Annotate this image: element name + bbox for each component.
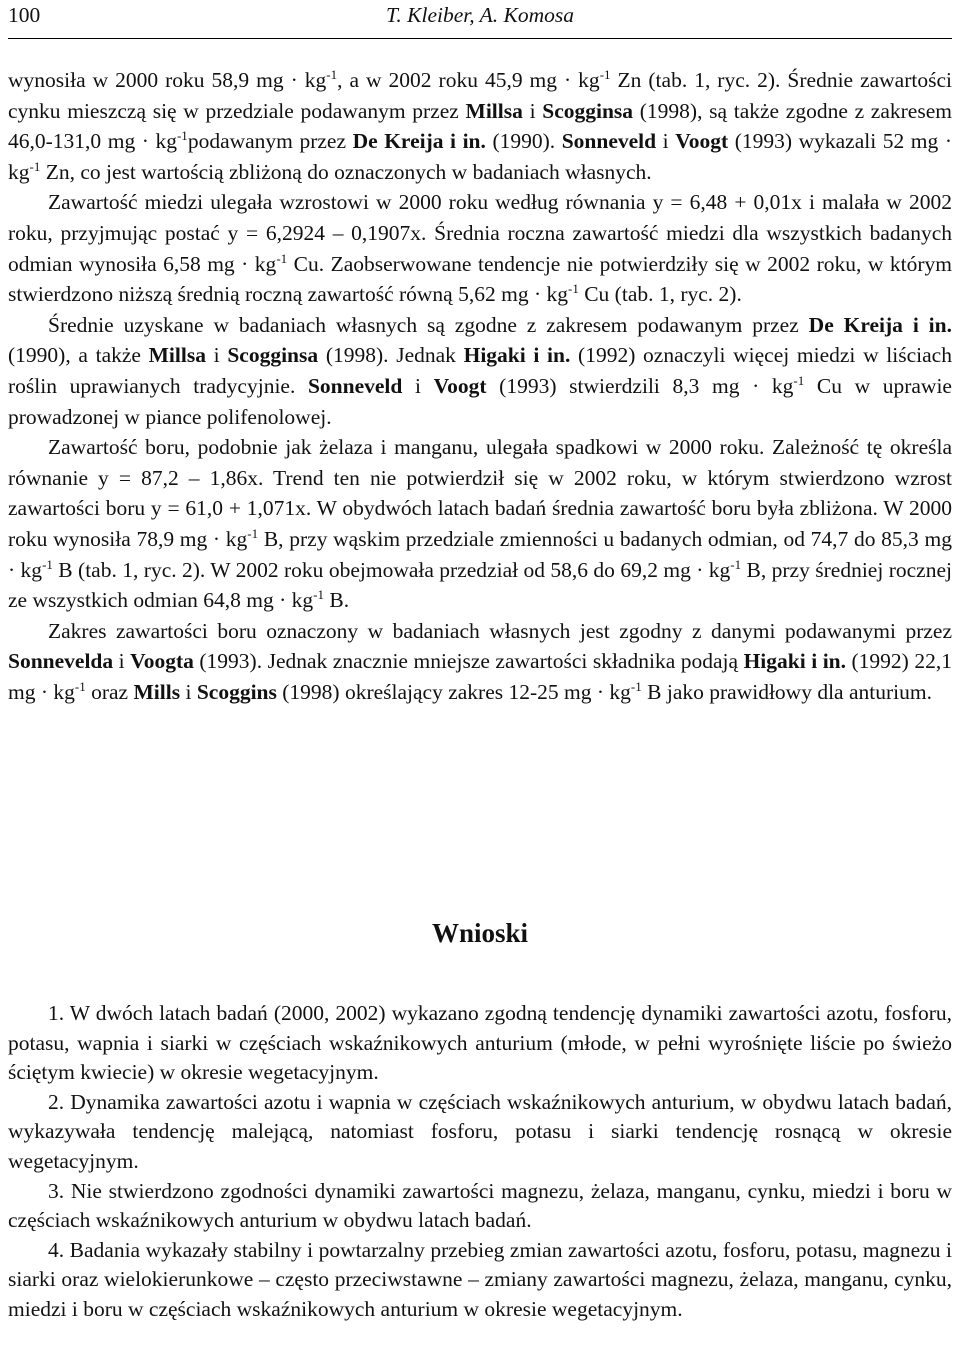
superscript: -1: [730, 556, 742, 572]
text-segment: i: [180, 679, 197, 704]
superscript: -1: [630, 678, 642, 694]
running-title: T. Kleiber, A. Komosa: [386, 3, 574, 27]
text-segment: (1992) oznaczyli więcej miedzi w liściach roślin uprawianych tradycyjnie.: [8, 343, 952, 398]
superscript: -1: [599, 67, 611, 82]
superscript: -1: [313, 587, 324, 603]
body-text: [8, 65, 952, 707]
text-segment: Zakres zawartości boru oznaczony w badaniach własnych jest zgodny z danymi podawanymi przez: [48, 618, 952, 643]
conclusion-item: 1. W dwóch latach badań (2000, 2002) wykazano zgodną tendencję dynamiki zawartości azotu, fosforu, potasu, wapnia i siarki w częściach wskaźnikowych anturium (młode, w pełni wyrośnięte liście po świeżo ściętym kwiecie) w okresie wegetacyjnym.: [8, 1001, 952, 1085]
superscript: -1: [568, 281, 579, 297]
text-segment: Cu. Zaobserwowane tendencje nie potwierdziły się w 2002 roku, w którym stwierdzono niższą średnią roczną zawartość równą 5,62 mg · kg: [8, 251, 952, 307]
page-header: [8, 0, 952, 39]
text-segment: (1998). Jednak: [318, 343, 464, 368]
citation-author: Millsa: [148, 343, 206, 368]
superscript: -1: [276, 250, 288, 266]
citation-author: Sonneveld: [307, 373, 403, 398]
text-segment: B, przy wąskim przedziale zmienności u badanych odmian, od 74,7 do 85,3 mg · kg: [8, 526, 952, 582]
superscript: -1: [74, 678, 86, 694]
text-segment: Cu (tab. 1, ryc. 2).: [578, 282, 742, 307]
text-segment: i: [113, 649, 131, 674]
text-segment: Zn (tab. 1, ryc. 2). Średnie zawartości cynku mieszczą się w przedziale podawanym przez: [8, 68, 952, 123]
conclusions-list: [8, 999, 952, 1325]
text-segment: i: [205, 343, 228, 368]
superscript: -1: [176, 128, 188, 144]
citation-author: Scoggins: [196, 679, 277, 704]
text-segment: (1990).: [485, 129, 562, 154]
text-segment: , a w 2002 roku 45,9 mg · kg: [337, 68, 600, 92]
text-segment: B, przy średniej rocznej ze wszystkich odmian 64,8 mg · kg: [8, 557, 952, 613]
text-segment: Zawartość miedzi ulegała wzrostowi w 2000 roku według równania y = 6,48 + 0,01x i malała w 2002 roku, przyjmując postać y = 6,2924 – 0,1907x. Średnia roczna zawartość miedzi dla wszystkich badanych odmian wynosiła 6,58 mg · kg: [8, 190, 952, 276]
text-segment: (1998) określający zakres 12-25 mg · kg: [276, 679, 631, 704]
text-segment: wynosiła w 2000 roku 58,9 mg · kg: [8, 68, 327, 92]
text-segment: (1993). Jednak znacznie mniejsze zawartości składnika podają: [193, 649, 744, 674]
text-segment: B jako prawidłowy dla anturium.: [641, 679, 932, 704]
conclusion-item: 4. Badania wykazały stabilny i powtarzalny przebieg zmian zawartości azotu, fosforu, potasu, magnezu i siarki oraz wielokierunkowe – często przeciwstawne – zmiany zawartości magnezu, żelaza, manganu, cynku, miedzi i boru w częściach wskaźnikowych anturium w okresie wegetacyjnym.: [8, 1237, 952, 1321]
conclusion-item: 3. Nie stwierdzono zgodności dynamiki zawartości magnezu, żelaza, manganu, cynku, miedzi i boru w częściach wskaźnikowych anturium w obydwu latach badań.: [8, 1178, 952, 1233]
text-segment: oraz: [85, 679, 134, 704]
text-segment: podawanym przez: [187, 129, 353, 154]
superscript: -1: [326, 67, 338, 82]
text-segment: Średnie uzyskane w badaniach własnych są zgodne z zakresem podawanym przez: [48, 312, 809, 337]
text-segment: (1990), a także: [8, 343, 149, 368]
citation-author: Voogt: [675, 129, 729, 154]
text-segment: Zawartość boru, podobnie jak żelaza i manganu, ulegała spadkowi w 2000 roku. Zależność tę określa równanie y = 87,2 – 1,86x. Trend ten nie potwierdził się w 2002 roku, w którym stwierdzono wzrost zawartości boru y = 61,0 + 1,071x. W obydwóch latach badań średnia zawartość boru była zbliżona. W 2000 roku wynosiła 78,9 mg · kg: [8, 435, 952, 551]
text-segment: i: [656, 129, 676, 154]
citation-author: De Kreija i in.: [352, 129, 486, 154]
citation-author: Higaki i in.: [463, 343, 571, 368]
superscript: -1: [247, 525, 259, 541]
citation-author: Voogta: [130, 649, 194, 674]
citation-author: Millsa: [465, 98, 523, 123]
superscript: -1: [29, 158, 41, 174]
citation-author: De Kreija i in.: [808, 312, 952, 337]
citation-author: Scogginsa: [227, 343, 319, 368]
superscript: -1: [42, 556, 53, 572]
citation-author: Higaki i in.: [743, 649, 847, 674]
citation-author: Voogt: [433, 373, 487, 398]
citation-author: Mills: [133, 679, 181, 704]
citation-author: Sonneveld: [561, 129, 657, 154]
paragraph-boron: [8, 432, 952, 616]
text-segment: (1993) wykazali 52 mg · kg: [8, 129, 952, 184]
text-segment: Zn, co jest wartością zbliżoną do oznaczonych w badaniach własnych.: [40, 159, 652, 184]
superscript: -1: [793, 372, 805, 388]
page-number: 100: [8, 3, 41, 27]
text-segment: Cu w uprawie prowadzonej w piance polifenolowej.: [8, 373, 952, 429]
text-segment: B.: [323, 588, 350, 613]
text-segment: B (tab. 1, ryc. 2). W 2002 roku obejmowała przedział od 58,6 do 69,2 mg · kg: [52, 557, 731, 582]
text-segment: i: [402, 373, 434, 398]
text-segment: (1992) 22,1 mg · kg: [8, 649, 952, 704]
conclusion-item: 2. Dynamika zawartości azotu i wapnia w częściach wskaźnikowych anturium, w obydwu latach badań, wykazywała tendencję malejącą, natomiast fosforu, potasu i siarki tendencję rosnącą w okresie wegetacyjnym.: [8, 1089, 952, 1173]
text-segment: (1998), są także zgodne z zakresem 46,0-131,0 mg · kg: [8, 98, 952, 154]
paragraph-copper: [8, 187, 952, 309]
paragraph-copper-comparison: [8, 310, 952, 432]
citation-author: Scogginsa: [542, 98, 634, 123]
text-segment: i: [522, 98, 543, 123]
section-heading-conclusions: Wnioski: [431, 918, 529, 948]
paragraph-boron-comparison: [8, 616, 952, 708]
text-segment: (1993) stwierdzili 8,3 mg · kg: [486, 373, 794, 398]
paragraph-zinc: [8, 65, 952, 187]
citation-author: Sonnevelda: [8, 649, 114, 674]
